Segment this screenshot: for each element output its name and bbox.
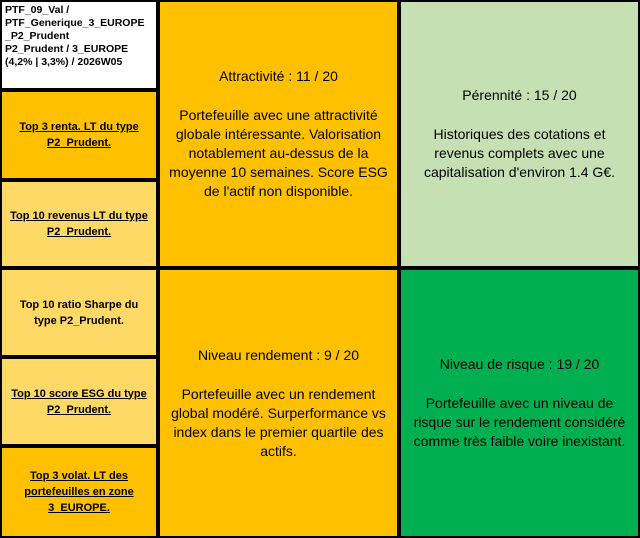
risque-text: Portefeuille avec un niveau de risque sur le rendement considéré comme très faible voire inexistant. xyxy=(413,395,626,449)
top10-esg-cell xyxy=(0,357,158,446)
attractivite-title: Attractivité : 11 / 20 xyxy=(219,68,338,84)
risque-card xyxy=(399,268,640,538)
top10-revenus-cell xyxy=(0,180,158,268)
top3-renta-cell xyxy=(0,90,158,180)
top10-sharpe-label: Top 10 ratio Sharpe du type P2_Prudent. xyxy=(19,298,139,327)
portfolio-header xyxy=(0,0,158,90)
top10-esg-label: Top 10 score ESG du type P2_Prudent. xyxy=(11,387,147,416)
top3-volat-label: Top 3 volat. LT des portefeuilles en zone 3_EUROPE. xyxy=(24,470,134,514)
top3-renta-label: Top 3 renta. LT du type P2_Prudent. xyxy=(19,121,139,149)
header-line-1: PTF_09_Val / xyxy=(5,4,70,16)
risque-title: Niveau de risque : 19 / 20 xyxy=(439,356,600,372)
rendement-card xyxy=(158,268,399,538)
top10-revenus-label: Top 10 revenus LT du type P2_Prudent. xyxy=(10,210,148,238)
perennite-card xyxy=(399,0,640,268)
header-line-4: P2_Prudent / 3_EUROPE xyxy=(5,43,129,55)
top10-sharpe-cell xyxy=(0,268,158,357)
attractivite-text: Portefeuille avec une attractivité globale intéressante. Valorisation notablement au-dessus de la moyenne 10 semaines. Score ESG de l'actif non disponible. xyxy=(169,107,388,199)
perennite-title: Pérennité : 15 / 20 xyxy=(462,87,577,103)
rendement-title: Niveau rendement : 9 / 20 xyxy=(197,346,360,363)
top3-volat-cell xyxy=(0,446,158,538)
perennite-text: Historiques des cotations et revenus complets avec une capitalisation d'environ 1.4 G€. xyxy=(423,126,615,180)
header-line-5: (4,2% | 3,3%) / 2026W05 xyxy=(5,56,123,68)
header-line-2: PTF_Generique_3_EUROPE xyxy=(5,17,145,29)
rendement-text: Portefeuille avec un rendement global modéré. Surperformance vs index dans le premier quartile des actifs. xyxy=(171,385,386,459)
attractivite-card xyxy=(158,0,399,268)
header-line-3: _P2_Prudent xyxy=(5,30,70,42)
